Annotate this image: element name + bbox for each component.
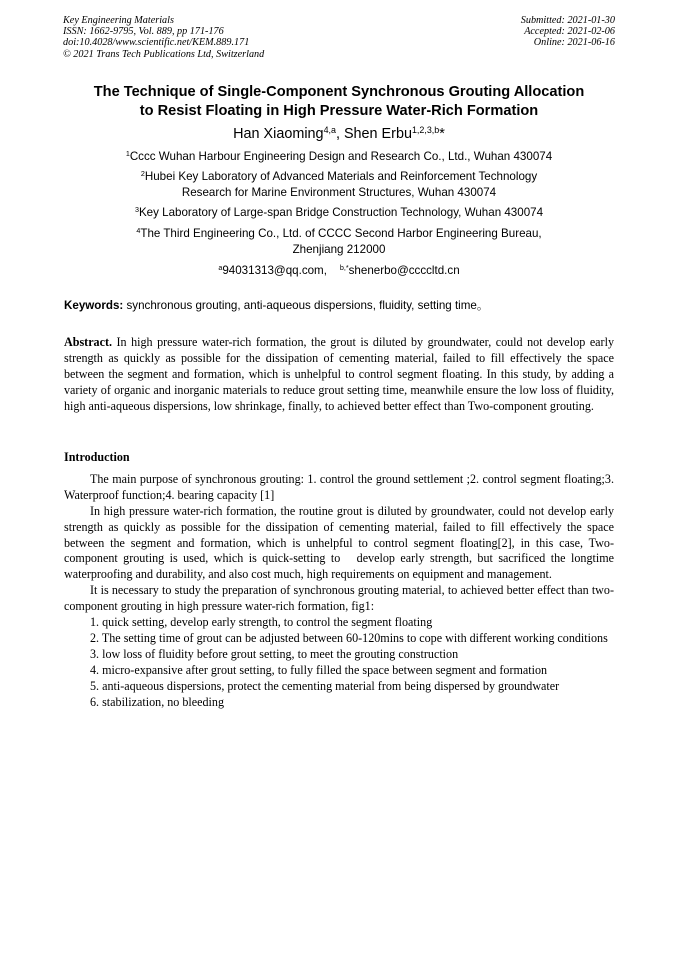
issn-line: ISSN: 1662-9795, Vol. 889, pp 171-176: [63, 26, 224, 38]
keywords-text: synchronous grouting, anti-aqueous dispersions, fluidity, setting time。: [123, 299, 489, 312]
abstract-text: In high pressure water-rich formation, the grout is diluted by groundwater, could not develop early strength as quickly as possible for the dissipation of cementing material, failed to fill effectively the space between the segment and formation, which is unhelpful to control segment floating. In this study, by adding a variety of organic and inorganic materials to reduce grout setting time, meanwhile ensure the low loss of fluidity, high anti-aqueous dispersions, low shrinkage, finally, to achieved better effect than Two-component grouting.: [64, 335, 614, 413]
affiliation-number: 3: [134, 205, 139, 215]
affiliation-4: [60, 226, 618, 257]
email-a-link[interactable]: 94031313@qq.com,: [222, 264, 327, 277]
email-b-link[interactable]: shenerbo@ccccltd.cn: [348, 264, 460, 277]
author-1-affiliation-mark: 4,a: [323, 125, 336, 136]
abstract-label: Abstract.: [64, 335, 113, 349]
intro-paragraph-2: In high pressure water-rich formation, the routine grout is diluted by groundwater, could not develop early strength as quickly as possible for the dissipation of cementing material, failed to fill effectively the space between the segment and formation, which is unhelpful to control segment floating[2], in this case, Two-component grouting is used, which is quick-setting to develop early strength, but sacrificed the longtime waterproofing and durability, and also cost much, high requirements on equipment and management.: [64, 503, 614, 582]
author-separator: ,: [335, 126, 344, 142]
introduction-section: [64, 450, 614, 711]
intro-list-item-3: 3. low loss of fluidity before grout setting, to meet the grouting construction: [90, 646, 459, 661]
title-line-2: to Resist Floating in High Pressure Water-Rich Formation: [139, 103, 539, 119]
submitted-date: Submitted: 2021-01-30: [520, 15, 615, 26]
affiliation-number: 4: [136, 226, 141, 236]
author-emails: [60, 263, 618, 278]
affiliation-2: [60, 169, 618, 200]
affiliation-text: Hubei Key Laboratory of Advanced Materials and Reinforcement Technology: [144, 170, 538, 183]
keywords-label: Keywords:: [64, 299, 124, 312]
author-2-affiliation-mark: 1,2,3,b: [411, 125, 440, 136]
affiliation-3: [60, 205, 618, 221]
intro-list-item-1: 1. quick setting, develop early strength, to control the segment floating: [90, 615, 433, 630]
affiliation-text-cont: Zhenjiang 212000: [292, 242, 386, 256]
doi-line: doi:10.4028/www.scientific.net/KEM.889.171: [63, 37, 250, 49]
affiliation-text: Key Laboratory of Large-span Bridge Construction Technology, Wuhan 430074: [138, 206, 544, 219]
author-list: [40, 125, 638, 143]
intro-list-item-6: 6. stabilization, no bleeding: [90, 694, 225, 709]
accepted-date: Accepted: 2021-02-06: [524, 26, 615, 38]
dates-header: [521, 15, 615, 49]
intro-paragraph-1: The main purpose of synchronous grouting: 1. control the ground settlement ;2. control segment floating;3. Waterproof function;4. bearing capacity [1]: [64, 471, 614, 502]
affiliation-1: [60, 149, 618, 165]
email-b-mark: b,*: [339, 263, 349, 273]
intro-list-item-5: 5. anti-aqueous dispersions, protect the cementing material from being dispersed by groundwater: [90, 678, 560, 693]
intro-paragraph-3: It is necessary to study the preparation of synchronous grouting material, to achieved better effect than two-component grouting in high pressure water-rich formation, fig1:: [64, 583, 614, 614]
intro-list-item-2: 2. The setting time of grout can be adjusted between 60-120mins to cope with different working conditions: [90, 630, 608, 645]
journal-header: [63, 15, 264, 60]
author-2-name: Shen Erbu: [343, 126, 412, 142]
online-date: Online: 2021-06-16: [533, 37, 615, 49]
title-line-1: The Technique of Single-Component Synchronous Grouting Allocation: [93, 84, 585, 100]
abstract-section: [64, 335, 614, 415]
author-1-name: Han Xiaoming: [233, 126, 324, 142]
intro-list-item-4: 4. micro-expansive after grout setting, to fully filled the space between segment and formation: [90, 662, 548, 677]
email-a-mark: a: [218, 263, 223, 273]
affiliation-number: 2: [140, 169, 145, 179]
journal-name: Key Engineering Materials: [63, 15, 174, 26]
abstract-paragraph: [64, 335, 614, 415]
affiliation-text: The Third Engineering Co., Ltd. of CCCC Second Harbor Engineering Bureau,: [140, 227, 542, 240]
copyright-line: © 2021 Trans Tech Publications Ltd, Switzerland: [63, 48, 265, 60]
introduction-heading: Introduction: [64, 450, 130, 464]
keywords-line: [64, 298, 614, 313]
affiliation-text-cont: Research for Marine Environment Structures, Wuhan 430074: [181, 185, 497, 199]
affiliation-text: Cccc Wuhan Harbour Engineering Design and Research Co., Ltd., Wuhan 430074: [129, 150, 553, 163]
paper-title: [40, 83, 638, 121]
corresponding-author-mark: *: [439, 126, 445, 142]
affiliation-number: 1: [125, 149, 130, 159]
